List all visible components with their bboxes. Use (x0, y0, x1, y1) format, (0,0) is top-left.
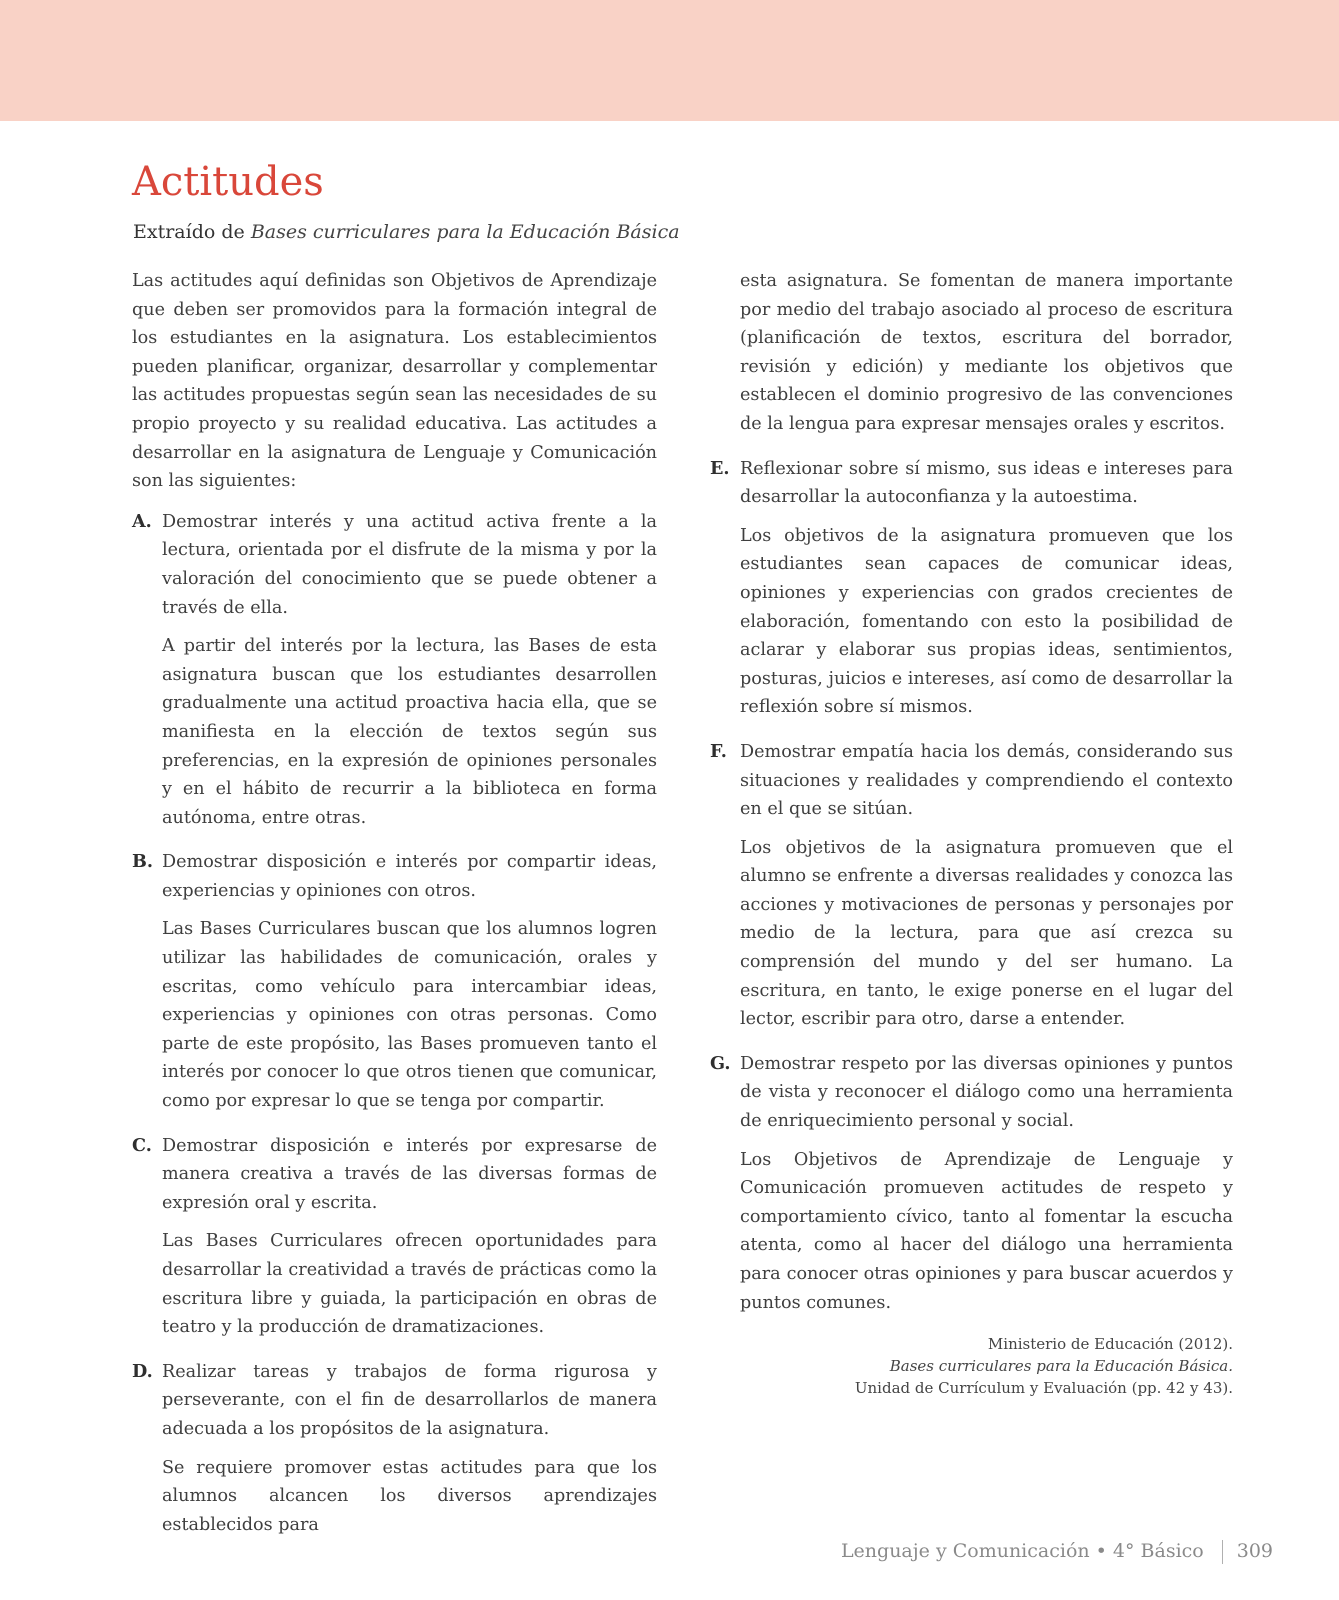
item-explanation: A partir del interés por la lectura, las Bases de esta asignatura buscan que los estudiantes desarrollen gradualmente una actitud proactiva hacia ella, que se manifiesta en la elección de textos según sus preferencias, en la expresión de opiniones personales y en el hábito de recurrir a la biblioteca en forma autónoma, entre otras. (162, 636, 657, 828)
item-explanation-continuation: esta asignatura. Se fomentan de manera importante por medio del trabajo asociado al proceso de escritura (planificación de textos, escritura del borrador, revisión y edición) y mediante los objetivos que establecen el dominio progresivo de las convenciones de la lengua para expresar mensajes orales y escritos. (740, 271, 1233, 434)
footer-subject: Lenguaje y Comunicación • 4° Básico (840, 1540, 1204, 1562)
item-letter: B. (132, 851, 153, 873)
item-statement: Reflexionar sobre sí mismo, sus ideas e intereses para desarrollar la autoconfianza y la autoestima. (740, 458, 1233, 508)
item-letter: A. (132, 510, 152, 532)
item-letter: F. (710, 740, 727, 762)
item-statement: Demostrar disposición e interés por expresarse de manera creativa a través de las diversas formas de expresión oral y escrita. (162, 1135, 657, 1213)
item-explanation: Los objetivos de la asignatura promueven que los estudiantes sean capaces de comunicar ideas, opiniones y experiencias con grados crecientes de elaboración, fomentando con esto la posibilidad de aclarar y elaborar sus propias ideas, sentimientos, posturas, juicios e intereses, así como de desarrollar la reflexión sobre sí mismos. (740, 525, 1233, 718)
citation-work: Bases curriculares para la Educación Básica. (889, 1357, 1233, 1376)
item-explanation: Los Objetivos de Aprendizaje de Lenguaje y Comunicación promueven actitudes de respeto y comportamiento cívico, tanto al fomentar la escucha atenta, como al hacer del diálogo una herramienta para conocer otras opiniones y para buscar acuerdos y puntos comunes. (740, 1149, 1233, 1313)
page-footer (841, 1538, 1273, 1564)
item-explanation: Los objetivos de la asignatura promueven que el alumno se enfrente a diversas realidades y conozca las acciones y motivaciones de personas y personajes por medio de la lectura, para que así crezca su comprensión del mundo y del ser humano. La escritura, en tanto, le exige ponerse en el lugar del lector, escribir para otro, darse a entender. (740, 837, 1233, 1030)
attitude-item-d (132, 1358, 657, 1540)
page-number: 309 (1236, 1540, 1273, 1562)
page-title: Actitudes (132, 159, 324, 205)
item-statement: Demostrar respeto por las diversas opiniones y puntos de vista y reconocer el diálogo como una herramienta de enriquecimiento personal y social. (740, 1053, 1233, 1132)
left-column (132, 267, 657, 1555)
item-statement: Realizar tareas y trabajos de forma rigurosa y perseverante, con el fin de desarrollarlos de manera adecuada a los propósitos de la asignatura. (162, 1361, 657, 1439)
item-statement: Demostrar interés y una actitud activa frente a la lectura, orientada por el disfrute de la misma y por la valoración del conocimiento que se puede obtener a través de ella. (162, 511, 657, 618)
attitude-item-c (132, 1132, 657, 1342)
item-explanation: Las Bases Curriculares buscan que los alumnos logren utilizar las habilidades de comunicación, orales y escritas, como vehículo para intercambiar ideas, experiencias y opiniones con otras personas. Como parte de este propósito, las Bases promueven tanto el interés por conocer lo que otros tienen que comunicar, como por expresar lo que se tenga por compartir. (162, 919, 657, 1112)
footer-divider (1222, 1540, 1223, 1564)
item-explanation: Las Bases Curriculares ofrecen oportunidades para desarrollar la creatividad a través de prácticas como la escritura libre y guiada, la participación en obras de teatro y la producción de dramatizaciones. (162, 1231, 657, 1338)
item-statement: Demostrar disposición e interés por compartir ideas, experiencias y opiniones con otros. (162, 852, 657, 901)
item-letter: G. (710, 1052, 731, 1074)
subtitle-prefix: Extraído de (133, 221, 245, 243)
subtitle (133, 219, 680, 245)
top-color-band (0, 0, 1339, 121)
attitude-item-b (132, 848, 657, 1115)
item-letter: C. (132, 1134, 152, 1156)
source-citation (710, 1333, 1233, 1399)
subtitle-work-title: Bases curriculares para la Educación Básica (250, 221, 680, 243)
citation-publisher: Unidad de Currículum y Evaluación (pp. 42 y 43). (854, 1379, 1233, 1398)
intro-paragraph: Las actitudes aquí definidas son Objetivos de Aprendizaje que deben ser promovidos para la formación integral de los estudiantes en la asignatura. Los establecimientos pueden planificar, organizar, desarrollar y complementar las actitudes propuestas según sean las necesidades de su propio proyecto y su realidad educativa. Las actitudes a desarrollar en la asignatura de Lenguaje y Comunicación son las siguientes: (132, 271, 657, 492)
attitude-item-f (710, 738, 1233, 1034)
citation-author: Ministerio de Educación (2012). (987, 1335, 1233, 1354)
right-column (710, 267, 1233, 1399)
attitude-item-e (710, 455, 1233, 722)
attitude-item-g (710, 1050, 1233, 1317)
attitude-item-d-continued (710, 267, 1233, 439)
item-statement: Demostrar empatía hacia los demás, considerando sus situaciones y realidades y comprendiendo el contexto en el que se sitúan. (740, 741, 1233, 820)
item-letter: D. (132, 1360, 153, 1382)
item-explanation: Se requiere promover estas actitudes para que los alumnos alcancen los diversos aprendizajes establecidos para (162, 1457, 657, 1535)
attitude-item-a (132, 508, 657, 833)
item-letter: E. (710, 457, 730, 479)
